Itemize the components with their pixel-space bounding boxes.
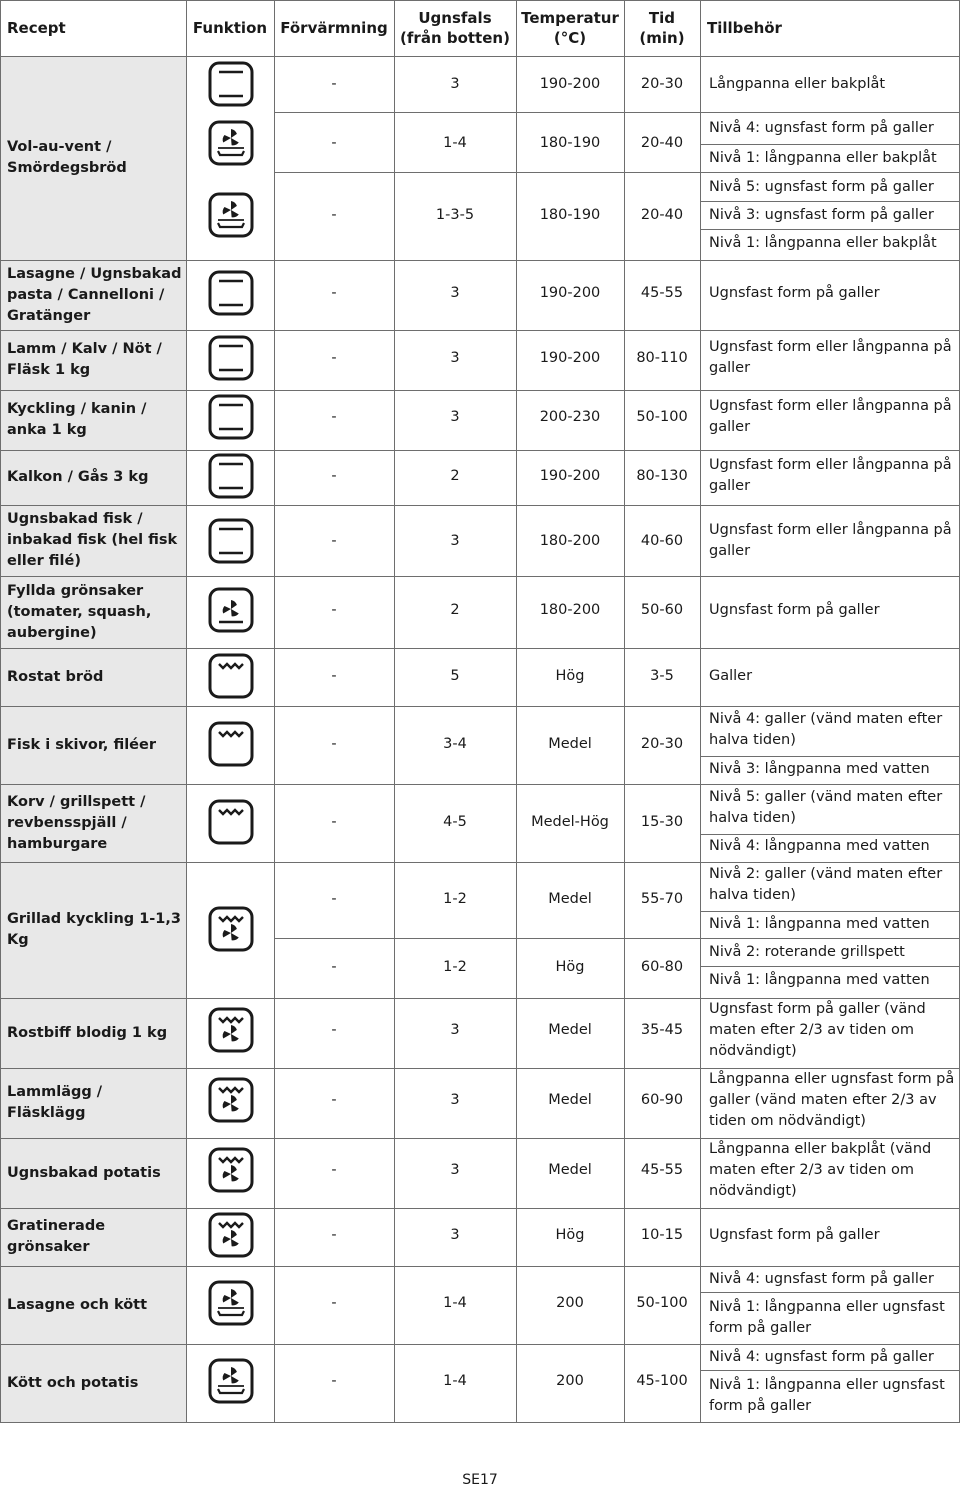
level-value: 3 [450, 1022, 460, 1038]
preheat-value: - [331, 891, 337, 907]
level-value: 1-4 [443, 1295, 467, 1311]
conventional-oven-icon [208, 453, 254, 499]
preheat-value: - [331, 207, 337, 223]
preheat-value: - [331, 1373, 337, 1389]
recipe-name: Ugnsbakad fisk / inbakad fisk (hel fisk eller filé) [7, 511, 178, 569]
header-recipe: Recept [7, 19, 66, 37]
accessory-text: Nivå 1: långpanna eller bakplåt [709, 149, 937, 166]
preheat-value: - [331, 602, 337, 618]
preheat-value: - [331, 1092, 337, 1108]
accessory-text: Nivå 1: långpanna med vatten [709, 915, 930, 932]
time-value: 45-55 [640, 285, 684, 301]
recipe-name: Rostat bröd [7, 668, 104, 685]
time-value: 80-110 [636, 350, 688, 366]
level-value: 1-3-5 [435, 207, 475, 223]
temperature-value: 200 [556, 1373, 584, 1389]
accessory-text: Ugnsfast form på galler [709, 284, 880, 301]
conventional-oven-icon [208, 518, 254, 564]
temperature-value: 180-200 [539, 602, 601, 618]
preheat-value: - [331, 668, 337, 684]
level-value: 3 [450, 1092, 460, 1108]
time-value: 20-40 [640, 207, 684, 223]
preheat-value: - [331, 409, 337, 425]
level-value: 2 [450, 468, 460, 484]
time-value: 15-30 [640, 814, 684, 830]
temperature-value: 190-200 [539, 468, 601, 484]
temperature-value: Hög [555, 668, 585, 684]
accessory-text: Ugnsfast form eller långpanna på galler [709, 339, 952, 376]
accessory-text: Långpanna eller bakplåt [709, 75, 886, 92]
preheat-value: - [331, 1022, 337, 1038]
time-value: 20-30 [640, 736, 684, 752]
setting-divider [274, 938, 700, 939]
accessory-divider [700, 1370, 960, 1371]
accessory-text: Ugnsfast form på galler [709, 1226, 880, 1243]
level-value: 5 [450, 668, 460, 684]
recipe-name: Lammlägg / Fläsklägg [7, 1084, 103, 1121]
level-value: 3 [450, 1162, 460, 1178]
header-accessory: Tillbehör [707, 19, 782, 37]
accessory-text: Nivå 1: långpanna eller bakplåt [709, 234, 937, 251]
temperature-value: 180-190 [539, 207, 601, 223]
accessory-divider [700, 756, 960, 757]
preheat-value: - [331, 285, 337, 301]
temperature-value: 190-200 [539, 350, 601, 366]
header-preheat: Förvärmning [280, 19, 388, 37]
preheat-value: - [331, 135, 337, 151]
accessory-text: Nivå 2: galler (vänd maten efter halva tiden) [709, 866, 943, 903]
preheat-value: - [331, 1227, 337, 1243]
accessory-text: Ugnsfast form eller långpanna på galler [709, 398, 952, 435]
temperature-value: Hög [555, 1227, 585, 1243]
time-value: 40-60 [640, 533, 684, 549]
time-value: 3-5 [650, 668, 674, 684]
recipe-name: Gratinerade grönsaker [7, 1218, 106, 1255]
level-value: 1-2 [443, 891, 467, 907]
accessory-text: Nivå 1: långpanna eller ugnsfast form på galler [709, 1299, 945, 1336]
time-value: 10-15 [640, 1227, 684, 1243]
preheat-value: - [331, 1162, 337, 1178]
accessory-text: Nivå 3: ugnsfast form på galler [709, 206, 934, 223]
time-value: 20-30 [640, 76, 684, 92]
accessory-divider [700, 1292, 960, 1293]
accessory-text: Nivå 4: ugnsfast form på galler [709, 119, 934, 136]
temperature-value: Medel [548, 736, 592, 752]
accessory-text: Ugnsfast form på galler [709, 601, 880, 618]
level-value: 1-4 [443, 1373, 467, 1389]
accessory-divider [700, 938, 960, 939]
preheat-value: - [331, 76, 337, 92]
header-level: Ugnsfals (från botten) [400, 9, 510, 47]
level-value: 3 [450, 533, 460, 549]
temperature-value: Medel [548, 1162, 592, 1178]
column-divider [186, 0, 187, 1423]
conventional-oven-icon [208, 335, 254, 381]
recipe-name: Lasagne / Ugnsbakad pasta / Cannelloni / Gratänger [7, 265, 182, 324]
page-number: SE17 [462, 1472, 498, 1488]
accessory-text: Nivå 1: långpanna eller ugnsfast form på galler [709, 1377, 945, 1414]
recipe-name: Kyckling / kanin / anka 1 kg [7, 401, 147, 438]
accessory-divider [700, 966, 960, 967]
recipe-name: Kött och potatis [7, 1375, 139, 1391]
multilevel-fan-oven-icon [208, 1358, 254, 1404]
time-value: 60-80 [640, 959, 684, 975]
turbo-grill-icon [208, 1077, 254, 1123]
recipe-name: Grillad kyckling 1-1,3 Kg [7, 911, 181, 948]
temperature-value: Medel [548, 891, 592, 907]
recipe-name: Fisk i skivor, filéer [7, 736, 156, 753]
level-value: 3 [450, 1227, 460, 1243]
preheat-value: - [331, 959, 337, 975]
accessory-text: Nivå 5: galler (vänd maten efter halva tiden) [709, 789, 943, 826]
accessory-text: Ugnsfast form eller långpanna på galler [709, 522, 952, 559]
preheat-value: - [331, 533, 337, 549]
level-value: 3-4 [443, 736, 467, 752]
multilevel-fan-oven-icon [208, 192, 254, 238]
temperature-value: Medel [548, 1092, 592, 1108]
conventional-oven-icon [208, 61, 254, 107]
time-value: 45-100 [636, 1373, 688, 1389]
recipe-name: Lasagne och kött [7, 1296, 148, 1313]
level-value: 3 [450, 350, 460, 366]
preheat-value: - [331, 1295, 337, 1311]
level-value: 2 [450, 602, 460, 618]
time-value: 50-60 [640, 602, 684, 618]
temperature-value: 190-200 [539, 285, 601, 301]
accessory-text: Nivå 4: långpanna med vatten [709, 837, 930, 854]
temperature-value: Medel [548, 1022, 592, 1038]
time-value: 55-70 [640, 891, 684, 907]
recipe-name: Kalkon / Gås 3 kg [7, 469, 149, 485]
accessory-divider [700, 911, 960, 912]
recipe-name: Fyllda grönsaker (tomater, squash, aubergine) [7, 582, 152, 641]
grill-icon [208, 799, 254, 845]
grill-icon [208, 721, 254, 767]
setting-divider [274, 112, 700, 113]
time-value: 50-100 [636, 1295, 688, 1311]
header-time: Tid (min) [639, 9, 685, 47]
accessory-divider [700, 201, 960, 202]
multilevel-fan-oven-icon [208, 1280, 254, 1326]
column-divider [0, 0, 1, 1423]
level-value: 4-5 [443, 814, 467, 830]
conventional-oven-icon [208, 270, 254, 316]
level-value: 1-2 [443, 959, 467, 975]
multilevel-fan-oven-icon [208, 120, 254, 166]
setting-divider [274, 172, 700, 173]
level-value: 3 [450, 409, 460, 425]
recipe-name: Korv / grillspett / revbensspjäll / hamburgare [7, 793, 146, 852]
time-value: 20-40 [640, 135, 684, 151]
turbo-grill-icon [208, 1007, 254, 1053]
temperature-value: Medel-Hög [531, 814, 609, 830]
time-value: 80-130 [636, 468, 688, 484]
level-value: 3 [450, 285, 460, 301]
temperature-value: 200-230 [539, 409, 601, 425]
temperature-value: 200 [556, 1295, 584, 1311]
accessory-divider [700, 172, 960, 173]
temperature-value: 180-190 [539, 135, 601, 151]
time-value: 60-90 [640, 1092, 684, 1108]
accessory-text: Nivå 5: ugnsfast form på galler [709, 178, 934, 195]
column-divider [700, 0, 701, 1423]
conventional-oven-icon [208, 394, 254, 440]
level-value: 1-4 [443, 135, 467, 151]
accessory-text: Nivå 4: ugnsfast form på galler [709, 1270, 934, 1287]
accessory-divider [700, 112, 960, 113]
accessory-text: Nivå 3: långpanna med vatten [709, 760, 930, 777]
accessory-text: Nivå 1: långpanna med vatten [709, 971, 930, 988]
recipe-name: Rostbiff blodig 1 kg [7, 1024, 168, 1041]
accessory-text: Ugnsfast form eller långpanna på galler [709, 457, 952, 494]
temperature-value: 190-200 [539, 76, 601, 92]
preheat-value: - [331, 350, 337, 366]
header-function: Funktion [192, 19, 268, 37]
preheat-value: - [331, 468, 337, 484]
preheat-value: - [331, 814, 337, 830]
accessory-text: Nivå 4: galler (vänd maten efter halva tiden) [709, 711, 943, 748]
accessory-text: Nivå 2: roterande grillspett [709, 943, 905, 960]
temperature-value: 180-200 [539, 533, 601, 549]
turbo-grill-icon [208, 1212, 254, 1258]
time-value: 45-55 [640, 1162, 684, 1178]
recipe-name: Ugnsbakad potatis [7, 1164, 161, 1181]
time-value: 50-100 [636, 409, 688, 425]
recipe-name: Lamm / Kalv / Nöt / Fläsk 1 kg [7, 341, 162, 378]
accessory-text: Nivå 4: ugnsfast form på galler [709, 1348, 934, 1365]
accessory-text: Långpanna eller ugnsfast form på galler (vänd maten efter 2/3 av tiden om nödvändigt) [709, 1070, 955, 1129]
accessory-divider [700, 144, 960, 145]
turbo-grill-icon [208, 906, 254, 952]
accessory-divider [700, 229, 960, 230]
recipe-name: Vol-au-vent / Smördegsbröd [7, 139, 127, 176]
time-value: 35-45 [640, 1022, 684, 1038]
turbo-grill-icon [208, 1147, 254, 1193]
level-value: 3 [450, 76, 460, 92]
accessory-text: Ugnsfast form på galler (vänd maten efter 2/3 av tiden om nödvändigt) [709, 1000, 926, 1059]
header-temperature: Temperatur (°C) [521, 9, 619, 47]
temperature-value: Hög [555, 959, 585, 975]
preheat-value: - [331, 736, 337, 752]
accessory-text: Galler [709, 667, 753, 684]
grill-icon [208, 653, 254, 699]
accessory-text: Långpanna eller bakplåt (vänd maten efter 2/3 av tiden om nödvändigt) [709, 1140, 932, 1199]
bottom-fan-oven-icon [208, 587, 254, 633]
